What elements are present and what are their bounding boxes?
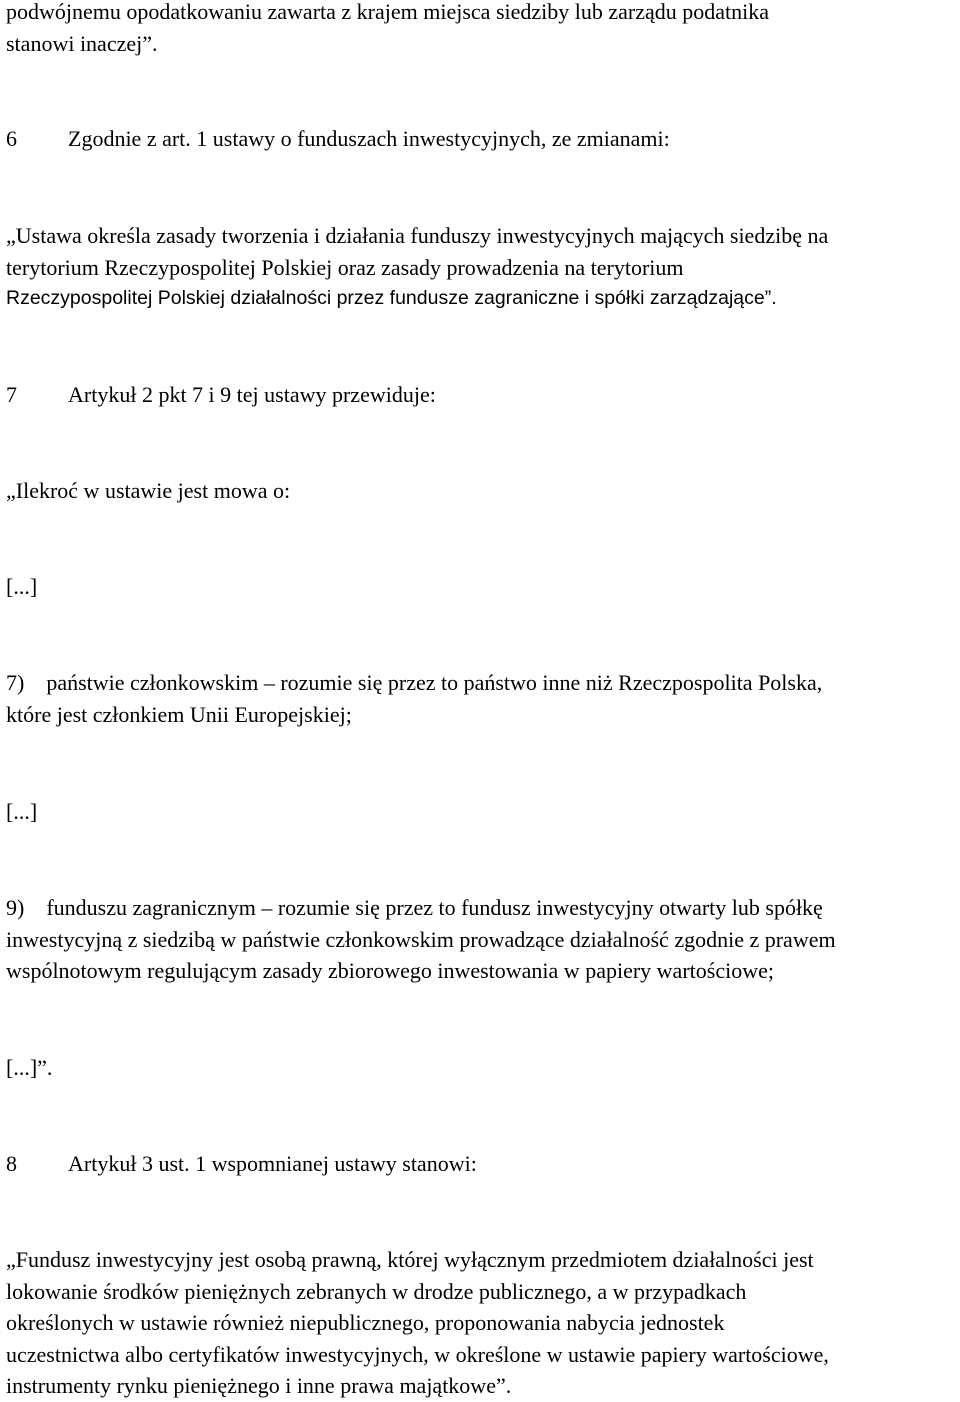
footnote-number: 8 — [6, 1151, 17, 1176]
footnote-number: 7 — [6, 382, 17, 407]
ellipsis-text: [...] — [6, 574, 38, 599]
footnote-7 — [6, 379, 956, 411]
quote-8 — [6, 1244, 956, 1402]
footnote-number: 6 — [6, 126, 17, 151]
ellipsis-text: [...]”. — [6, 1055, 53, 1080]
intro-paragraph — [6, 0, 956, 59]
footnote-text: Artykuł 2 pkt 7 i 9 tej ustawy przewiduje: — [68, 382, 436, 407]
quote-7-intro — [6, 475, 956, 507]
ellipsis-3 — [6, 1052, 956, 1084]
footnote-8 — [6, 1148, 956, 1180]
quote-7-intro-text: „Ilekroć w ustawie jest mowa o: — [6, 478, 291, 503]
intro-line-1: podwójnemu opodatkowaniu zawarta z krajem miejsca siedziby lub zarządu podatnika — [6, 0, 770, 24]
ellipsis-1 — [6, 571, 956, 603]
intro-line-2: stanowi inaczej”. — [6, 30, 158, 56]
quote-6-line-3: Rzeczypospolitej Polskiej działalności przez fundusze zagraniczne i spółki zarządzające”. — [6, 287, 777, 309]
quote-8-line-5: instrumenty rynku pieniężnego i inne prawa majątkowe”. — [6, 1373, 512, 1398]
point-9-line-2: inwestycyjną z siedzibą w państwie członkowskim prowadzące działalność zgodnie z prawem — [6, 926, 836, 952]
point-9-line-3: wspólnotowym regulującym zasady zbiorowego inwestowania w papiery wartościowe; — [6, 958, 774, 983]
footnote-6 — [6, 123, 956, 155]
quote-8-line-2: lokowanie środków pieniężnych zebranych w drodze publicznego, a w przypadkach — [6, 1278, 747, 1304]
quote-8-line-1: „Fundusz inwestycyjny jest osobą prawną, której wyłącznym przedmiotem działalności jest — [6, 1247, 814, 1272]
point-9 — [6, 892, 956, 987]
ellipsis-2 — [6, 796, 956, 828]
point-9-line-1: 9) funduszu zagranicznym – rozumie się przez to fundusz inwestycyjny otwarty lub spółkę — [6, 895, 823, 920]
quote-8-line-3: określonych w ustawie również niepublicznego, proponowania nabycia jednostek — [6, 1310, 725, 1335]
quote-6-line-2: terytorium Rzeczypospolitej Polskiej oraz zasady prowadzenia na terytorium — [6, 254, 684, 280]
footnote-text: Zgodnie z art. 1 ustawy o funduszach inwestycyjnych, ze zmianami: — [68, 126, 670, 151]
quote-8-line-4: uczestnictwa albo certyfikatów inwestycyjnych, w określone w ustawie papiery wartościowe, — [6, 1341, 829, 1367]
point-7 — [6, 667, 956, 730]
footnote-text: Artykuł 3 ust. 1 wspomnianej ustawy stanowi: — [68, 1151, 477, 1176]
point-7-line-1: 7) państwie członkowskim – rozumie się przez to państwo inne niż Rzeczpospolita Polska, — [6, 670, 823, 695]
point-7-line-2: które jest członkiem Unii Europejskiej; — [6, 701, 352, 727]
quote-6 — [6, 220, 956, 315]
ellipsis-text: [...] — [6, 799, 38, 824]
quote-6-line-1: „Ustawa określa zasady tworzenia i działania funduszy inwestycyjnych mających siedzibę na — [6, 223, 829, 248]
